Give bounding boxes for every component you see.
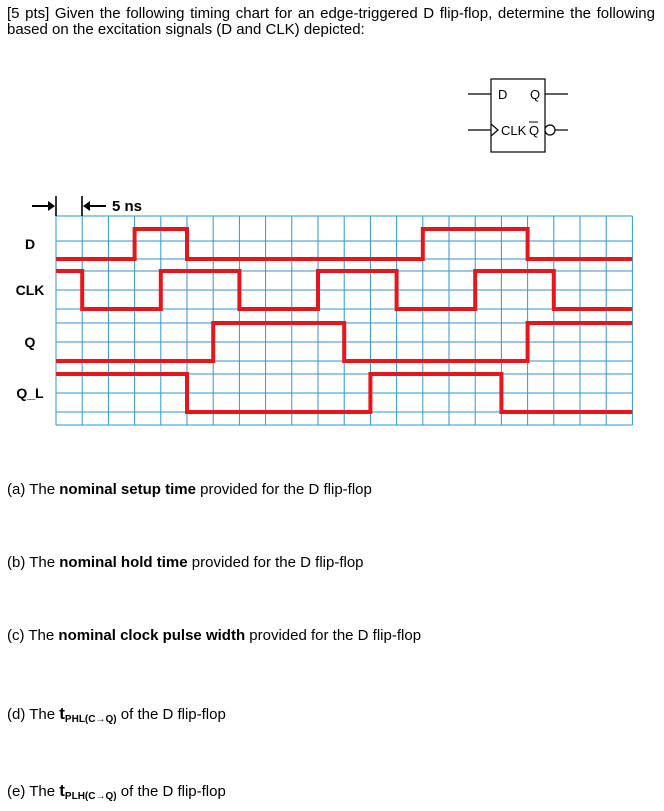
question-a: (a) The nominal setup time provided for the D flip-flop <box>7 481 372 498</box>
term-tplh: t <box>59 781 65 800</box>
signal-labels <box>16 236 45 401</box>
d-flip-flop-symbol <box>468 78 588 154</box>
question-c: (c) The nominal clock pulse width provided for the D flip-flop <box>7 627 422 644</box>
term-setup-time: nominal setup time <box>59 481 196 498</box>
signal-label-q: Q <box>24 334 36 350</box>
scale-marker <box>32 196 142 216</box>
signal-label-clk: CLK <box>15 282 45 298</box>
pin-q-label: Q <box>530 87 541 102</box>
term-tplh-subscript: PLH(C→Q) <box>64 791 117 802</box>
term-tphl: t <box>59 704 65 723</box>
scale-label: 5 ns <box>112 198 143 215</box>
signal-label-d: D <box>24 236 36 252</box>
right-arrow-icon <box>48 201 55 211</box>
inversion-bubble <box>545 125 555 135</box>
timing-grid <box>56 216 632 425</box>
term-hold-time: nominal hold time <box>59 554 188 571</box>
term-clock-pulse-width: nominal clock pulse width <box>58 627 246 644</box>
pin-clk-label: CLK <box>501 123 527 138</box>
left-arrow-icon <box>83 201 90 211</box>
pin-d-label: D <box>498 87 508 102</box>
question-b: (b) The nominal hold time provided for the D flip-flop <box>7 554 364 571</box>
problem-statement: [5 pts] Given the following timing chart for an edge-triggered D flip-flop, determine the following based on the excitation signals (D and CLK) depicted: <box>7 5 655 38</box>
timing-diagram <box>0 185 664 435</box>
question-d: (d) The $t_{PHL(C\to Q)}$ of the D flip-flop <box>7 704 226 725</box>
pin-qbar-label: Q <box>529 123 540 138</box>
signal-label-q-l: Q_L <box>16 385 44 401</box>
term-tphl-subscript: PHL(C→Q) <box>64 714 117 725</box>
question-e: (e) The $t_{PLH(C\to Q)}$ of the D flip-flop <box>7 781 226 802</box>
